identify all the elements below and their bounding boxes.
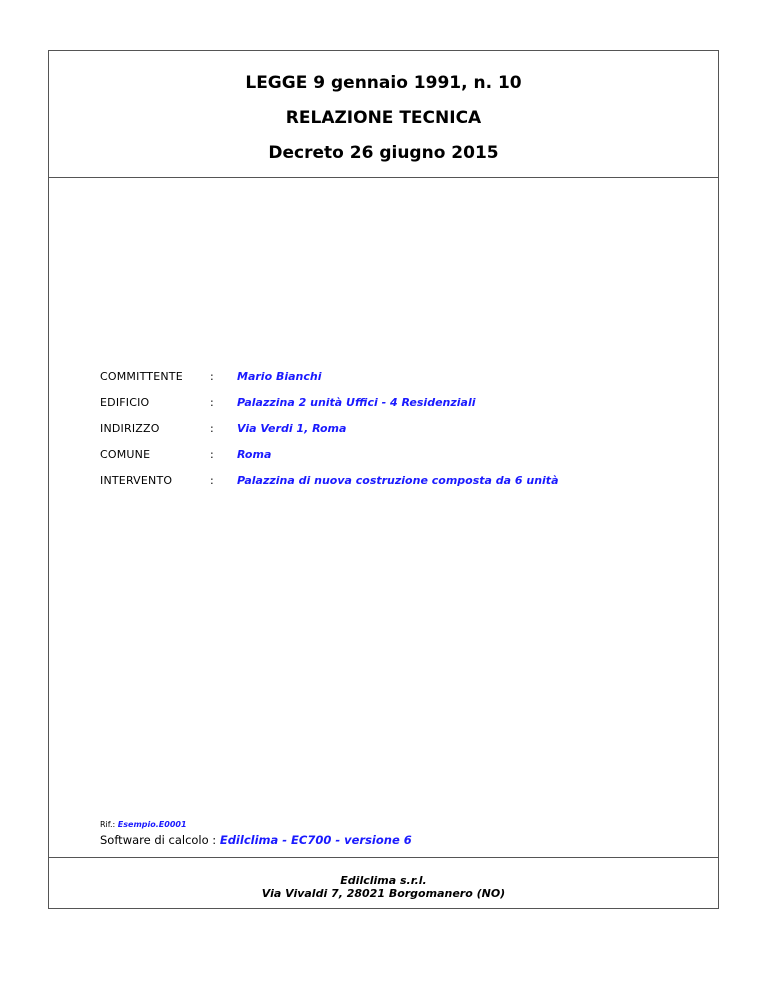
company-name: Edilclima s.r.l.: [340, 874, 427, 887]
law-title: LEGGE 9 gennaio 1991, n. 10: [245, 73, 522, 93]
info-colon: :: [210, 474, 214, 487]
info-label: COMMITTENTE: [100, 370, 183, 383]
info-row-edificio: [100, 395, 700, 411]
company-footer: [49, 857, 718, 909]
info-label: INDIRIZZO: [100, 422, 160, 435]
info-colon: :: [210, 422, 214, 435]
info-label: COMUNE: [100, 448, 151, 461]
info-colon: :: [210, 448, 214, 461]
reference-value: Esempio.E0001: [117, 820, 187, 829]
info-label: INTERVENTO: [100, 474, 173, 487]
report-title: RELAZIONE TECNICA: [285, 108, 482, 128]
info-value: Mario Bianchi: [237, 370, 322, 383]
software-label: Software di calcolo :: [100, 833, 220, 847]
info-label: EDIFICIO: [100, 396, 150, 409]
title-header: [49, 51, 718, 178]
reference-line: [100, 820, 187, 830]
info-row-committente: [100, 369, 700, 385]
software-value: Edilclima - EC700 - versione 6: [219, 833, 412, 847]
info-value: Palazzina 2 unità Uffici - 4 Residenziali: [237, 396, 476, 409]
info-value: Roma: [237, 448, 272, 461]
info-colon: :: [210, 396, 214, 409]
info-colon: :: [210, 370, 214, 383]
info-row-indirizzo: [100, 421, 700, 437]
info-row-comune: [100, 447, 700, 463]
info-value: Palazzina di nuova costruzione composta da 6 unità: [237, 474, 559, 487]
info-value: Via Verdi 1, Roma: [237, 422, 347, 435]
decree-title: Decreto 26 giugno 2015: [268, 143, 499, 163]
company-address: Via Vivaldi 7, 28021 Borgomanero (NO): [261, 887, 506, 900]
software-line: [100, 832, 412, 848]
reference-label: Rif.:: [100, 820, 118, 829]
info-row-intervento: [100, 473, 700, 489]
document-frame: [48, 50, 719, 909]
